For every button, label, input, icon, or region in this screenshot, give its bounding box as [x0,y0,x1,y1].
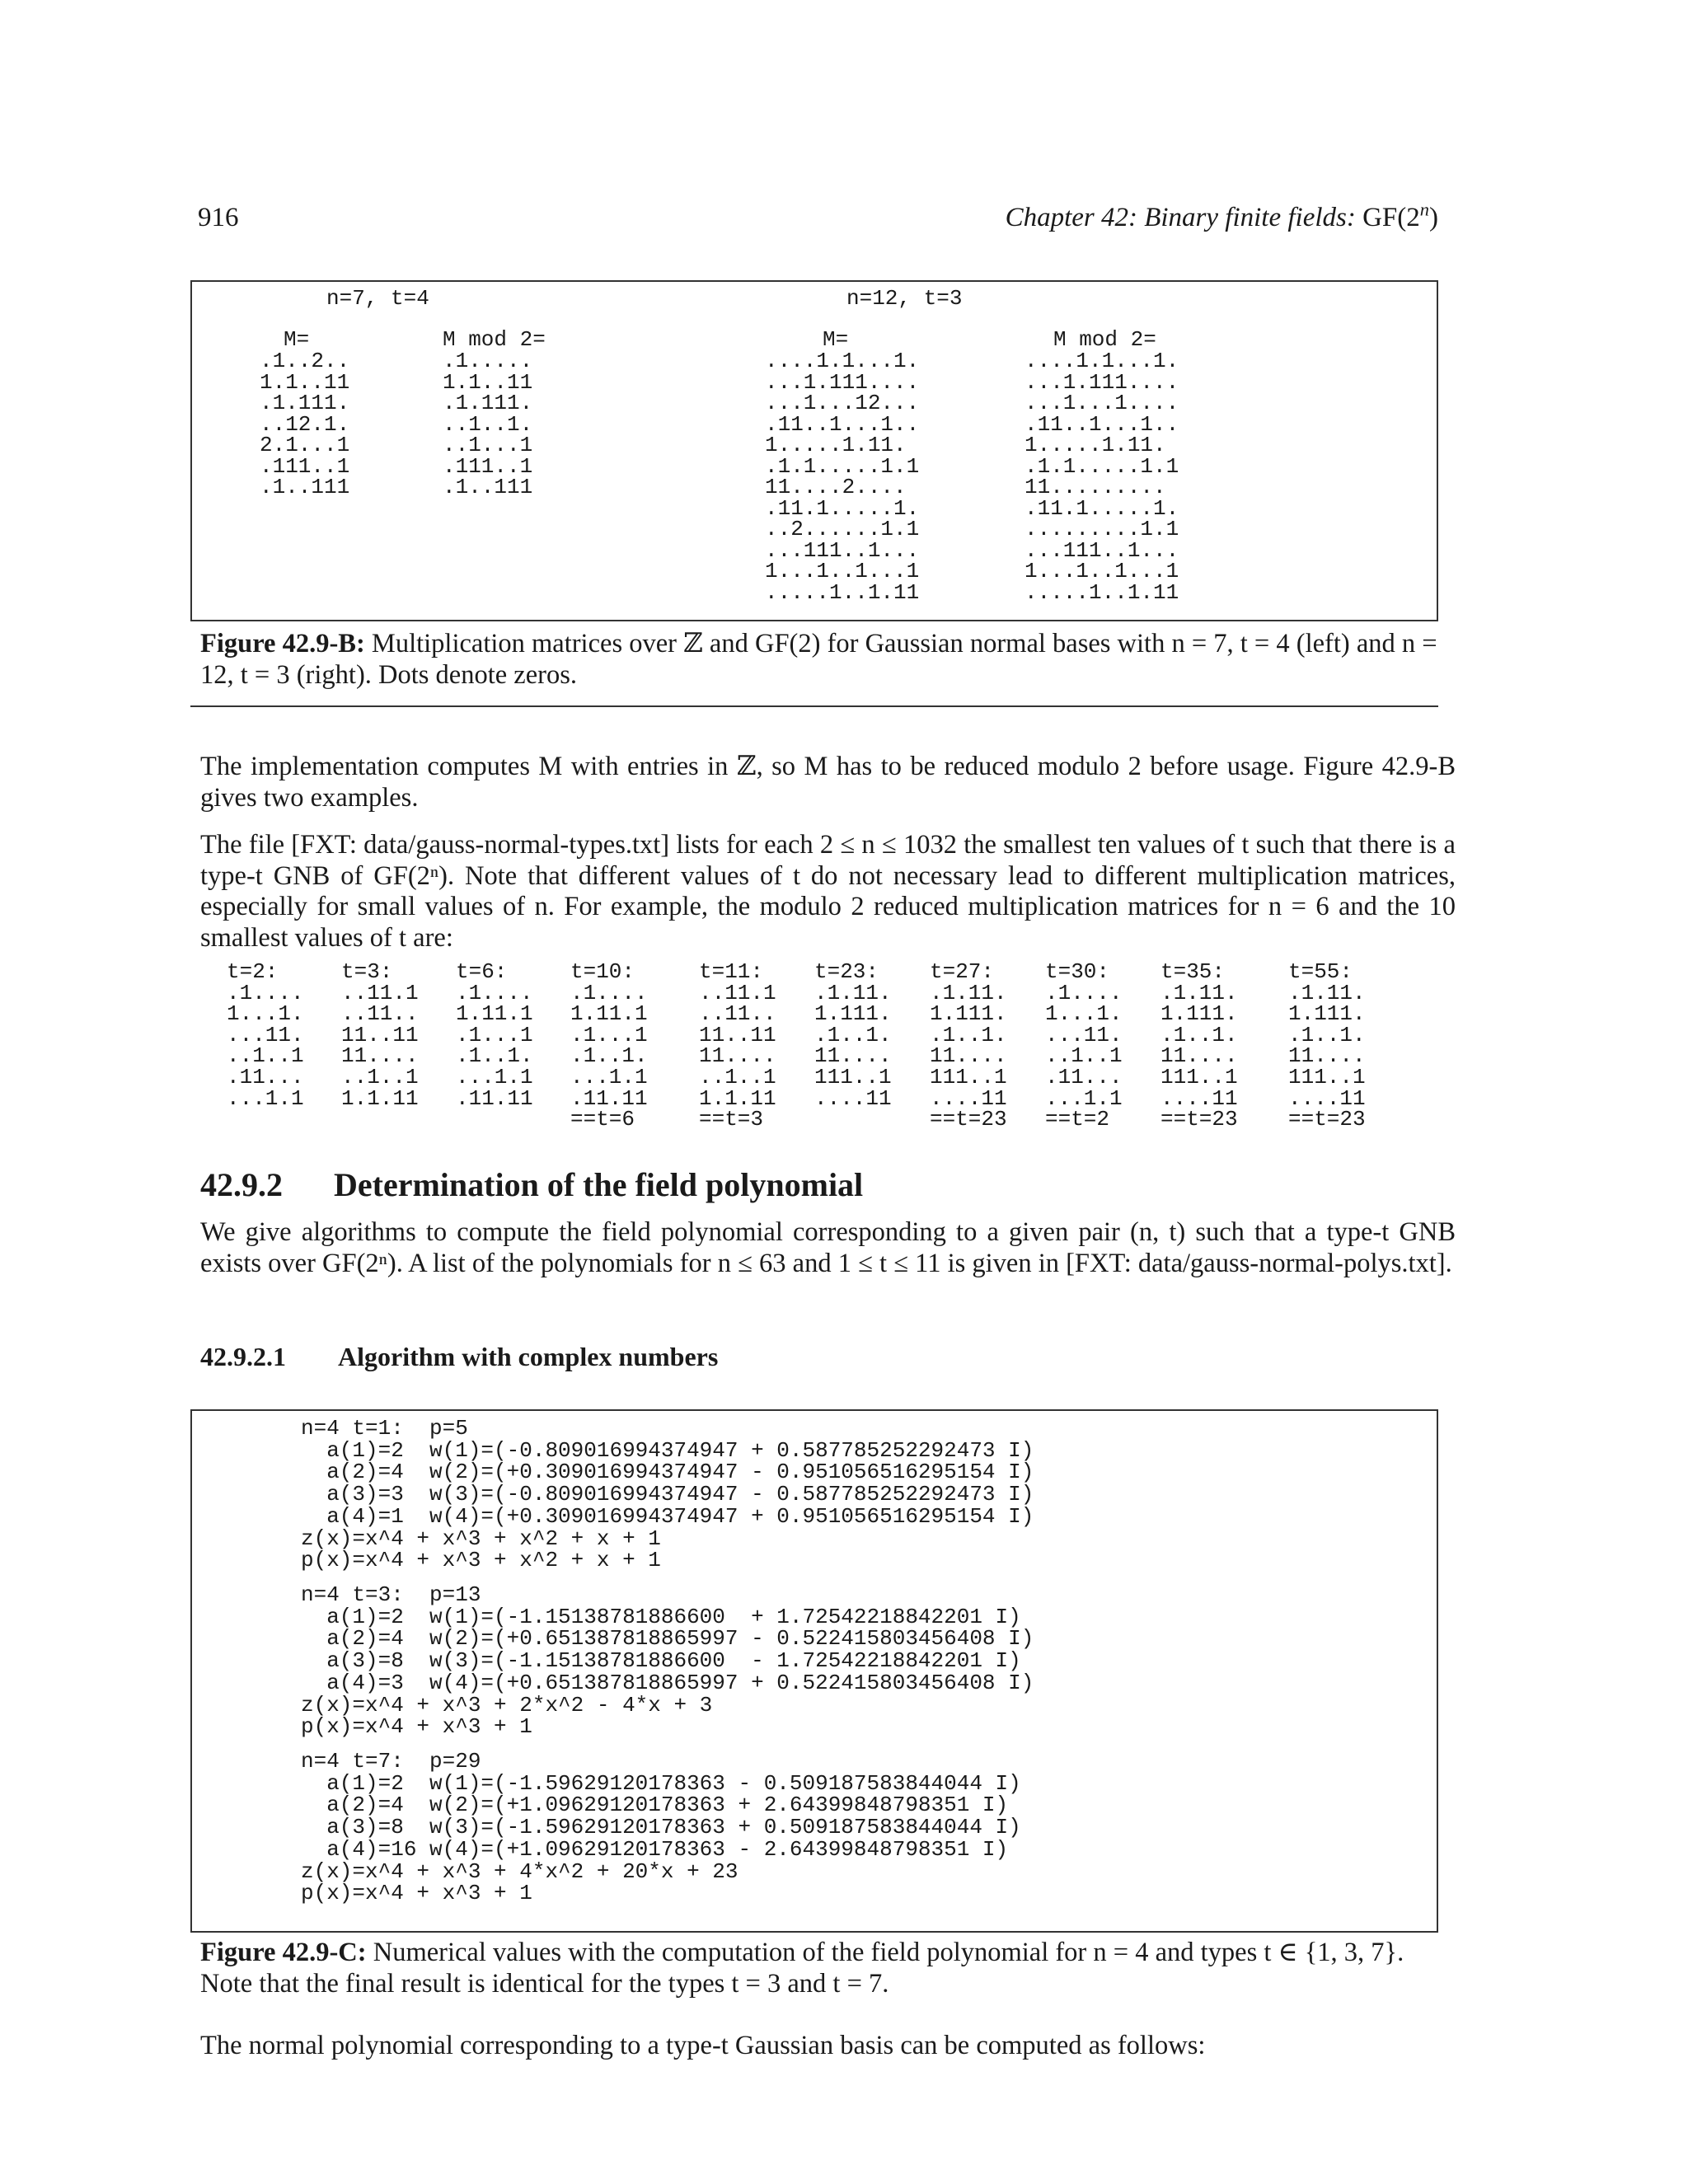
type-note: ==t=23 [930,1107,1007,1132]
section-body: We give algorithms to compute the field polynomial corresponding to a given pair (n, t) such that a type-t GNB exists over GF(2ⁿ). A list of the polynomials for n ≤ 63 and 1 ≤ t ≤ 11 is given in [FXT: data/gauss-normal-polys.txt]. [200,1217,1456,1278]
computation-block-t1: n=4 t=1: p=5 a(1)=2 w(1)=(-0.809016994374947 + 0.587785252292473 I) a(2)=4 w(2)=(+0.309016994374947 - 0.951056516295154 I) a(3)=3 w(3)=(-0.809016994374947 - 0.587785252292473 I) a(4)=1 w(4)=(+0.309016994374947 + 0.951056516295154 I) z(x)=x^4 + x^3 + x^2 + x + 1 p(x)=x^4 + x^3 + x^2 + x + 1 [301,1416,1034,1573]
type-rows: .1.... 1.11.1 .1...1 .1..1. ...1.1 .11.11 [456,980,533,1111]
type-column [570,959,648,1132]
type-head: t=6: [456,959,508,984]
type-head: t=35: [1160,959,1226,984]
type-note: ==t=3 [699,1107,764,1132]
left-m-matrix: .1..2.. 1.1..11 .1.111. ..12.1. 2.1...1 .111..1 .1..111 [260,349,350,499]
subsection-heading [200,1342,718,1372]
right-mod-label: M mod 2= [1053,327,1156,352]
section-number: 42.9.2 [200,1166,283,1203]
subsection-number: 42.9.2.1 [200,1342,286,1371]
type-note: ==t=6 [570,1107,635,1132]
section-title: Determination of the field polynomial [334,1166,864,1203]
running-header [1005,199,1438,233]
type-column [1160,959,1238,1132]
closing-paragraph: The normal polynomial corresponding to a type-t Gaussian basis can be computed as follows: [200,2031,1206,2060]
figure-42-9-b [190,280,1438,621]
subsection-title: Algorithm with complex numbers [338,1342,719,1371]
type-column [699,959,776,1132]
type-rows: ..11.1 ..11.. 11..11 11.... ..1..1 1.1.11 [341,980,419,1111]
figure-b-caption-label: Figure 42.9-B: [200,629,365,658]
type-rows: .1.11. 1.111. .1..1. 11.... 111..1 ....11 [814,980,892,1111]
left-mod-matrix: .1..... 1.1..11 .1.111. ..1..1. ..1...1 .111..1 .1..111 [443,349,533,499]
chapter-close: ) [1429,203,1438,232]
paragraph-2: The file [FXT: data/gauss-normal-types.txt] lists for each 2 ≤ n ≤ 1032 the smallest ten values of t such that there is a type-t GNB of GF(2ⁿ). Note that different values of t do not necessary lead to different multiplication matrices, especially for small values of n. For example, the modulo 2 reduced multiplication matrices for n = 6 and the 10 smallest values of t are: [200,830,1456,953]
left-m-label: M= [284,327,310,352]
left-matrix-title: n=7, t=4 [326,286,429,311]
type-rows: .1.... 1.11.1 .1...1 .1..1. ...1.1 .11.11 [570,980,648,1111]
type-rows: .1.11. 1.111. .1..1. 11.... 111..1 ....11 [1160,980,1238,1111]
type-head: t=55: [1288,959,1353,984]
computation-block-t7: n=4 t=7: p=29 a(1)=2 w(1)=(-1.59629120178363 - 0.509187583844044 I) a(2)=4 w(2)=(+1.09629120178363 + 2.64399848798351 I) a(3)=8 w(3)=(-1.59629120178363 + 0.509187583844044 I) a(4)=16 w(4)=(+1.09629120178363 - 2.64399848798351 I) z(x)=x^4 + x^3 + 4*x^2 + 20*x + 23 p(x)=x^4 + x^3 + 1 [301,1749,1021,1906]
section-heading [200,1165,863,1204]
computation-block-t3: n=4 t=3: p=13 a(1)=2 w(1)=(-1.15138781886600 + 1.72542218842201 I) a(2)=4 w(2)=(+0.651387818865997 - 0.522415803456408 I) a(3)=8 w(3)=(-1.15138781886600 - 1.72542218842201 I) a(4)=3 w(4)=(+0.651387818865997 + 0.522415803456408 I) z(x)=x^4 + x^3 + 2*x^2 - 4*x + 3 p(x)=x^4 + x^3 + 1 [301,1582,1034,1740]
type-rows: .1.11. 1.111. .1..1. 11.... 111..1 ....11 [930,980,1007,1111]
type-rows: .1.... 1...1. ...11. ..1..1 .11... ...1.1 [1045,980,1123,1111]
figure-c-caption [200,1937,1456,1999]
figure-c-caption-label: Figure 42.9-C: [200,1938,367,1967]
type-head: t=11: [699,959,764,984]
right-m-label: M= [823,327,849,352]
caption-rule [190,705,1438,707]
right-m-matrix: ....1.1...1. ...1.111.... ...1...12... .11..1...1.. 1.....1.11. .1.1.....1.1 11....2.... .11.1.....1. ..2......1.1 ...111..1... 1...1..1...1 .....1..1.11 [765,349,920,605]
figure-c-caption-text: Numerical values with the computation of the field polynomial for n = 4 and types t ∈ {1, 3, 7}. Note that the final result is identical for the types t = 3 and t = 7. [200,1938,1404,1999]
type-head: t=30: [1045,959,1110,984]
type-column [930,959,1007,1132]
type-rows: .1.11. 1.111. .1..1. 11.... 111..1 ....11 [1288,980,1366,1111]
figure-b-caption [200,628,1456,691]
type-rows: ..11.1 ..11.. 11..11 11.... ..1..1 1.1.11 [699,980,776,1111]
type-head: t=27: [930,959,995,984]
right-matrix-title: n=12, t=3 [846,286,963,311]
chapter-title: Chapter 42: Binary finite fields: [1005,203,1363,232]
type-note: ==t=23 [1160,1107,1238,1132]
type-head: t=23: [814,959,879,984]
figure-b-caption-text: Multiplication matrices over ℤ and GF(2) for Gaussian normal bases with n = 7, t = 4 (left) and n = 12, t = 3 (right). Dots denote zeros. [200,629,1437,690]
type-column [1045,959,1123,1132]
type-head: t=2: [227,959,279,984]
type-note: ==t=2 [1045,1107,1110,1132]
left-mod-label: M mod 2= [443,327,546,352]
chapter-field: GF(2 [1362,203,1420,232]
page-number: 916 [198,203,239,232]
type-column [1288,959,1366,1132]
right-mod-matrix: ....1.1...1. ...1.111.... ...1...1.... .11..1...1.. 1.....1.11. .1.1.....1.1 11......... .11.1.....1. .........1.1 ...111..1... 1...1..1...1 .....1..1.11 [1025,349,1179,605]
type-column [814,959,892,1111]
paragraph-1: The implementation computes M with entries in ℤ, so M has to be reduced modulo 2 before usage. Figure 42.9-B gives two examples. [200,752,1456,813]
type-column [341,959,419,1111]
type-note: ==t=23 [1288,1107,1366,1132]
chapter-exponent: n [1419,199,1429,220]
type-head: t=10: [570,959,635,984]
type-rows: .1.... 1...1. ...11. ..1..1 .11... ...1.1 [227,980,304,1111]
type-column [456,959,533,1111]
type-head: t=3: [341,959,393,984]
figure-42-9-c [190,1409,1438,1933]
type-column [227,959,304,1111]
